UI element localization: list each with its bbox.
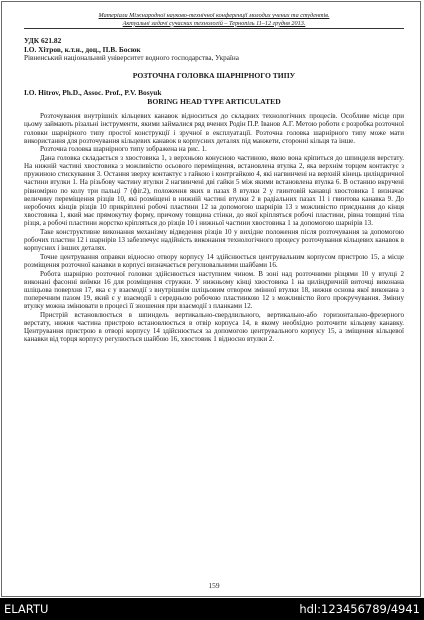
body-paragraph: Таке конструктивне виконання механізму відведення різців 10 у вихідне положення після розточування за допомогою робочих пластин 12 і шарнірів 13 забезпечує надійність виконання технологічного процесу розточування кільцевих канавок в корпусних і інших деталях. (24, 227, 404, 253)
repository-name: ELARTU (4, 602, 49, 616)
page-number: 159 (208, 581, 220, 590)
udk-code: УДК 621.82 (24, 36, 62, 46)
body-paragraph: Розточування внутрішніх кільцевих канавок відноситься до складних технологічних процесів. Особливе місце при цьому займають різальні інструменти, якими займалися ряд вчених Родін П.Р. Іванов А.Г. Метою роботи є розробка розточної головки шарнірного типу простої конструкції і зручної в експлуатації. Розточна головка шарнірного типу може мати використання для розточування кільцевих канавок в корпусних деталях під манжети, сторонні кільця та інше. (24, 112, 404, 145)
paper-body (24, 112, 404, 343)
body-paragraph: Пристрій встановлюється в шпиндель вертикально-свердлильного, вертикально-або горизонтально-фрезерного верстату, нижня частина пристрою встановлюється в отвір корпуса 14, в якому необхідно розточити кільцеву канавку. Центрування пристрою в отворі корпусу 14 здійснюється за допомогою центрувального корпусу 15, а зміщення кільцевої канавки від торця корпусу регулюється шайбою 16, хвостовик 1 відносно втулки 2. (24, 310, 404, 344)
body-paragraph: Робота шарнірно розточної головки здійснюється наступним чином. В зоні над розточними різцями 10 у втулці 2 виконані фасонні виїмки 16 для розміщення стружки. У нижньому кінці хвостовика 1 на циліндричній виточці виконана шліцьова поверхня 17, яка є у взаємодії з внутрішнім шліцьовим отвором змінної втулки 18, нижня основа якої виконана з поперечним пазом 19, який є у взаємодії з середньою робочою пластинкою 12 з можливістю його прокручування. Змінну втулку можна змінювати в процесі її зношення при взаємодії з планками 12. (24, 269, 404, 311)
authors-en: I.O. Hitrov, Ph.D., Assoc. Prof., P.V. Bosyuk (24, 88, 162, 98)
handle-identifier: hdl:123456789/4941 (299, 602, 420, 616)
paper-title-ua: РОЗТОЧНА ГОЛОВКА ШАРНІРНОГО ТИПУ (132, 71, 296, 81)
conference-header-line-1: Матеріали Міжнародної науково-технічної конференції молодих учених та студентів. (98, 12, 330, 19)
conference-header-line-2: Актуальні задачі сучасних технологій – Тернопіль 11–12 грудня 2013. (122, 19, 306, 27)
paper-title-en: BORING HEAD TYPE ARTICULATED (147, 97, 281, 107)
body-paragraph: Точне центрування оправки відносно отвору корпусу 14 здійснюється центрувальним корпусом пристрою 15, а місце розміщення розточної канавки в корпусі визначається регулювальними шайбами 16. (24, 252, 404, 269)
page-frame (1, 1, 421, 597)
body-paragraph: Дана головка складається з хвостовика 1, з верхньою конусною частиною, якою вона кріпиться до шпинделя верстату. На нижній частині хвостовика з можливістю осьового переміщення, встановлена втулка 2, яка верхнім торцем контактує з пружиною стискування 3. Остання зверху контактує з гайкою і контргайкою 4, які нагвинчені на верхній кінець циліндричної частини втулки 1. На різьбову частину втулки 2 нагвинчені дві гайки 5 між якими встановлена втулка 6. В останню вкручені рівномірно по колу три пальці 7 (фіг.2), положення яких в пазах 8 втулки 2 у гвинтовій канавці хвостовика 1 визначає величину переміщення різців 10, які розміщені в нижній частині втулки 2 в радіальних пазах 11 і гвинтова канавка 9. До неробочих кінців різців 10 прикріплені робочі пластини 12 за допомогою шарнірів 13 з можливістю приєднання до кінця хвостовика 1, який має прямокутну форму, причому товщина стінки, до якої кріпляться робочі пластини, рівна товщині тіла різця, а робочі пластини жорстко кріпляться до різців 10 і нижньої частини хвостовика 1 за допомогою шарнірів 13. (24, 153, 404, 228)
body-paragraph: Розточна головка шарнірного типу зображена на рис. 1. (40, 145, 207, 154)
conference-header (24, 12, 404, 29)
affiliation: Рівненський національний університет водного господарства, Україна (24, 54, 239, 63)
repository-footer-bar (0, 598, 424, 620)
authors-ua: І.О. Хітров, к.т.н., доц., П.В. Босюк (24, 45, 141, 55)
document-page (24, 12, 404, 590)
